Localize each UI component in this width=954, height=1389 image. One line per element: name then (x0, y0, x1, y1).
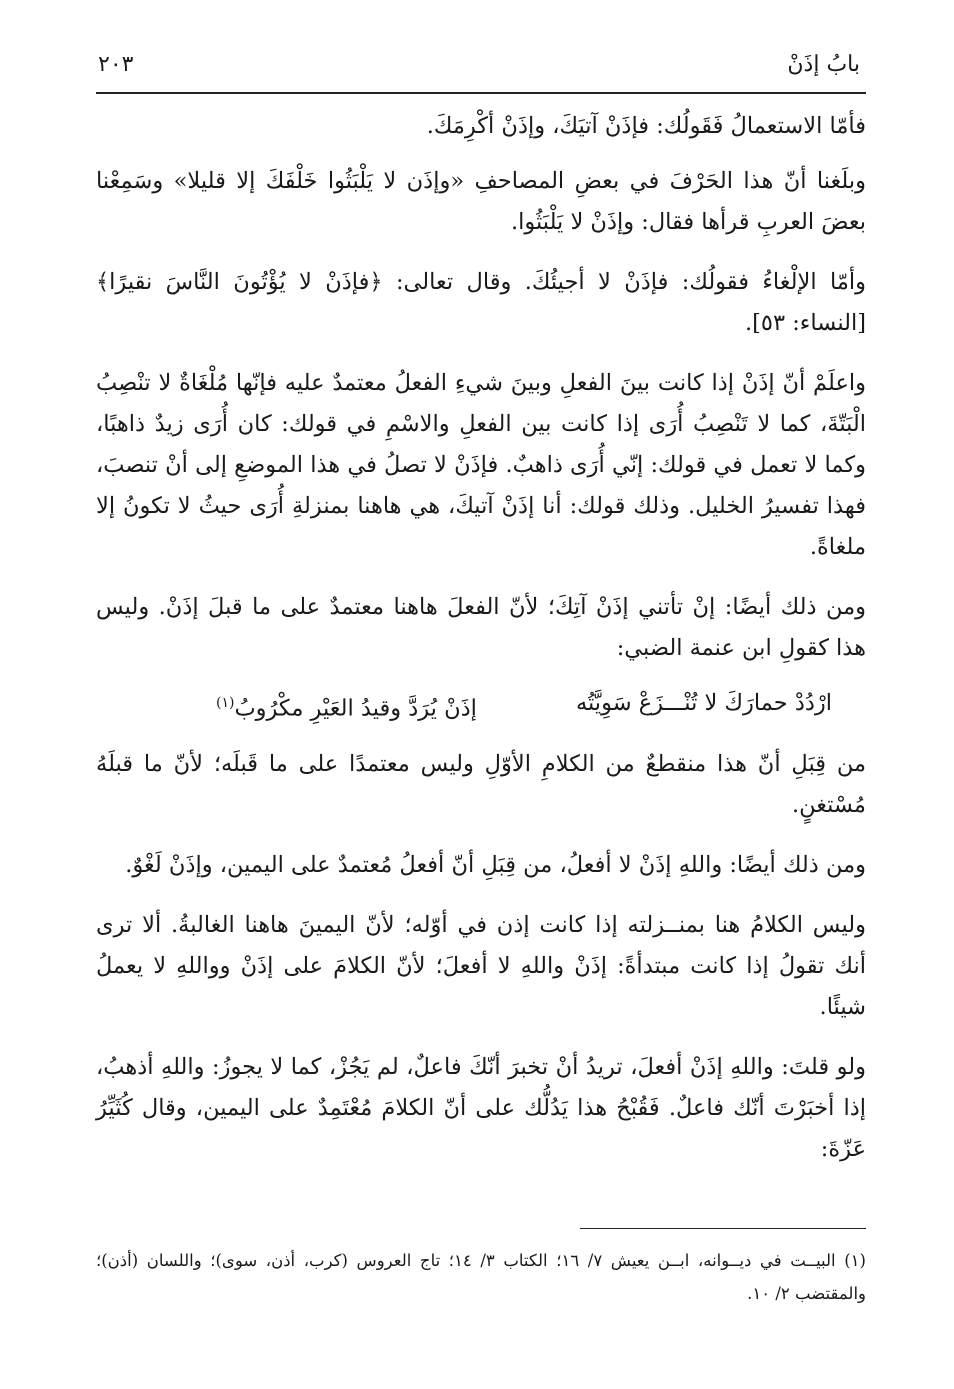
footnotes (96, 1244, 866, 1310)
paragraph: وأمّا الإلْغاءُ فقولُك: فإذَنْ لا أجيئُكَ. وقال تعالى: ﴿فإذَنْ لا يُؤْتُونَ النَّاسَ نقيرًا﴾ [النساء: ٥٣]. (96, 269, 866, 336)
page-body (96, 94, 866, 1170)
page-header (96, 44, 866, 94)
footnote: (١) البيــت في ديــوانه، ابــن يعيش ٧/ ١٦؛ الكتاب ٣/ ١٤؛ تاج العروس (كرب، أذن، سوى)؛ واللسان (أذن)؛ والمقتضب ٢/ ١٠. (96, 1251, 866, 1303)
paragraph: واعلَمْ أنّ إذَنْ إذا كانت بينَ الفعلِ وبينَ شيءِ الفعلُ معتمدٌ عليه فإنّها مُلْغَاةٌ لا تنْصِبُ الْبَتّةَ، كما لا تَنْصِبُ أُرَى إذا كانت بين الفعلِ والاسْمِ في قولك: كان أُرَى زيدٌ ذاهبًا، وكما لا تعمل في قولك: إنّي أُرَى ذاهبٌ. فإذَنْ لا تصلُ في هذا الموضعِ إلى أنْ تنصبَ، فهذا تفسيرُ الخليل. وذلك قولك: أنا إذَنْ آتيكَ، هي هاهنا بمنزلةِ أُرَى حيثُ لا تكونُ إلا ملغاةً. (96, 370, 866, 560)
paragraph: وبلَغنا أنّ هذا الحَرْفَ في بعضِ المصاحفِ «وإذَن لا يَلْبَثُوا خَلْفَكَ إلا قليلا» وسَمِعْنا بعضَ العربِ قرأها فقال: وإذَنْ لا يَلْبَثُوا. (96, 168, 866, 235)
paragraph: ومن ذلك أيضًا: إنْ تأتني إذَنْ آتِكَ؛ لأنّ الفعلَ هاهنا معتمدٌ على ما قبلَ إذَنْ. وليس هذا كقولِ ابن عنمة الضبي: (96, 594, 866, 661)
paragraph: ولو قلتَ: واللهِ إذَنْ أفعلَ، تريدُ أنْ تخبرَ أنّكَ فاعلٌ، لم يَجُزْ، كما لا يجوزُ: واللهِ أذهبُ، إذا أخبَرْتَ أنّك فاعلٌ. فَقُبْحُ هذا يَدُلُّك على أنّ الكلامَ مُعْتَمِدٌ على اليمين، وقال كُثَيِّرُ عَزّةَ: (96, 1053, 866, 1162)
verse-second-hemistich (216, 683, 477, 730)
paragraph: وليس الكلامُ هنا بمنــزلته إذا كانت إذن في أوّله؛ لأنّ اليمينَ هاهنا الغالبةُ. ألا ترى أنك تقولُ إذا كانت مبتدأةً: إذَنْ واللهِ لا أفعلَ؛ لأنّ الكلامَ على إذَنْ وواللهِ لا يعملُ شيئًا. (96, 911, 866, 1020)
footnote-divider (580, 1228, 866, 1229)
chapter-title: بابُ إذَنْ (787, 52, 860, 77)
paragraph: فأمّا الاستعمالُ فَقَولُك: فإذَنْ آتيَكَ، وإذَنْ أكْرِمَكَ. (426, 113, 866, 139)
verse-second-text: إذَنْ يُرَدَّ وقيدُ العَيْرِ مكْرُوبُ (234, 695, 477, 722)
paragraph: من قِبَلِ أنّ هذا منقطعٌ من الكلامِ الأوّلِ وليس معتمدًا على ما قَبلَه؛ لأنّ ما قبلَهُ مُسْتغنٍ. (96, 750, 866, 818)
footnote-marker: (١) (216, 695, 235, 711)
page-number: ٢٠٣ (98, 52, 134, 77)
document-page (96, 44, 866, 1189)
verse-first-hemistich: ارْدُدْ حمارَكَ لا تُنْـــزَعْ سَوِيَّتُه (575, 690, 832, 716)
poetry-verse (96, 683, 866, 730)
paragraph: ومن ذلك أيضًا: واللهِ إذَنْ لا أفعلُ، من قِبَلِ أنّ أفعلُ مُعتمدٌ على اليمين، وإذَنْ لَغْوٌ. (125, 851, 866, 878)
